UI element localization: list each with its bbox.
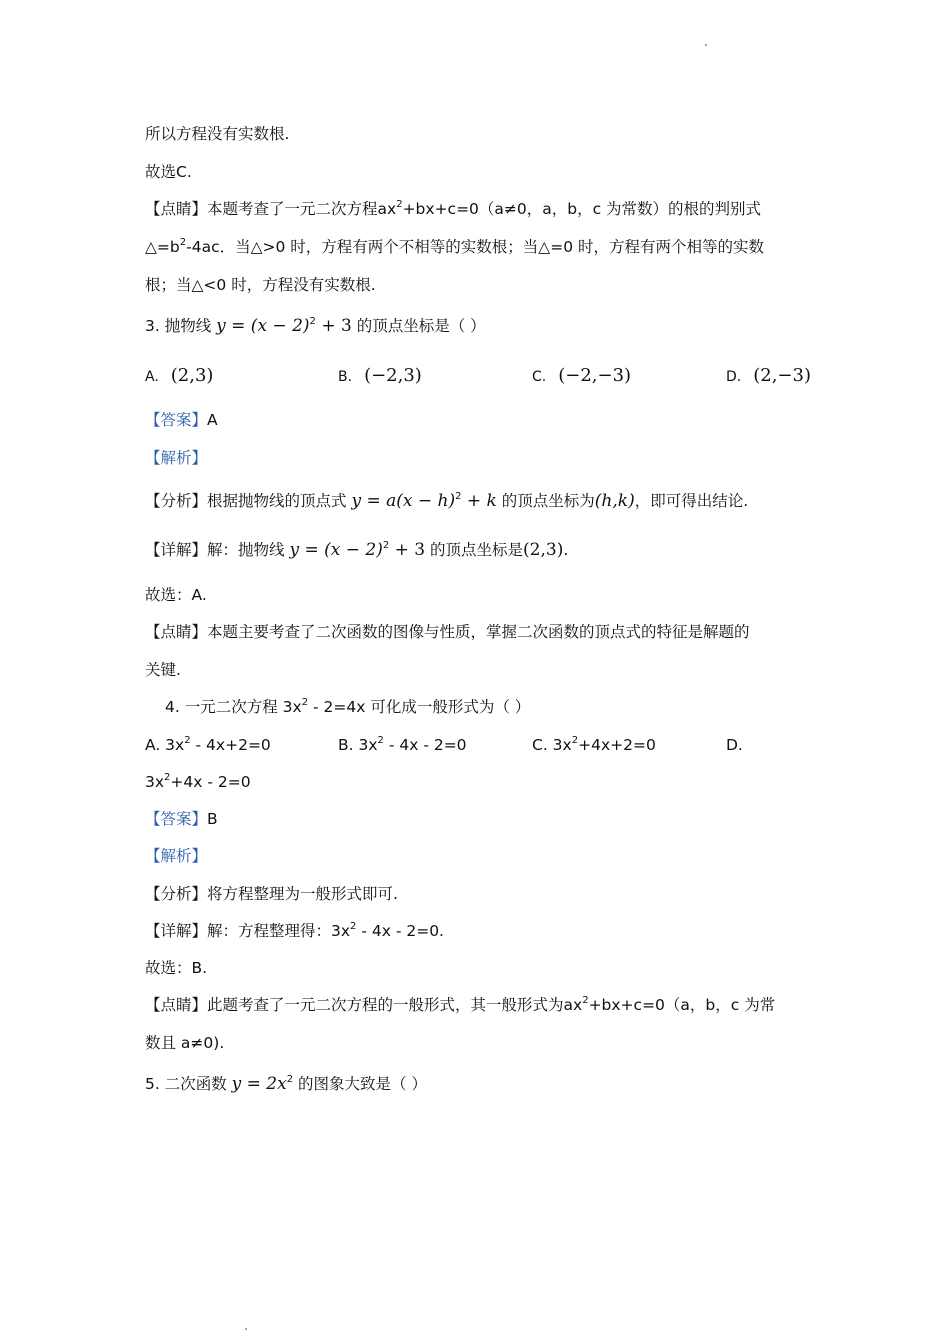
superscript: 2: [286, 1074, 294, 1085]
superscript: 2: [571, 735, 579, 746]
page-mark: [245, 1328, 247, 1330]
question-text: 的顶点坐标是（ ）: [356, 317, 486, 335]
text: 故选：B.: [145, 959, 208, 977]
question-text: 3. 抛物线: [145, 317, 212, 335]
question-4: [165, 697, 530, 717]
fenxi-3: [145, 491, 748, 511]
text: 【详解】解：方程整理得：3x: [145, 922, 351, 940]
text: 的顶点坐标为: [501, 492, 595, 510]
option-b: [338, 366, 422, 387]
option-text: - 4x+2=0: [190, 736, 271, 754]
answer-value: B: [207, 810, 218, 828]
question-3: [145, 316, 486, 336]
section-label: 【解析】: [145, 847, 208, 865]
answer-label: 【答案】: [145, 810, 208, 828]
text: ax: [377, 200, 397, 218]
answer-3: [145, 410, 218, 430]
answer-4: [145, 809, 218, 829]
equation: y = (x − 2): [216, 316, 310, 336]
text: 所以方程没有实数根.: [145, 125, 290, 143]
option-text: C. 3x: [532, 736, 572, 754]
superscript: 2: [350, 921, 357, 932]
text-line: [145, 162, 192, 182]
text-line: [145, 237, 764, 257]
equation: + k: [461, 491, 497, 511]
text: △=b: [145, 238, 180, 256]
text: -4ac．当△>0 时，方程有两个不相等的实数根；当△=0 时，方程有两个相等的实数: [186, 238, 764, 256]
text: ，即可得出结论.: [634, 492, 749, 510]
superscript: 2: [377, 735, 384, 746]
option-value: (−2,3): [364, 365, 422, 386]
xiangjie-4: [145, 921, 444, 941]
text: 故选：A.: [145, 586, 207, 604]
text: .: [563, 541, 569, 559]
superscript: 2: [396, 199, 403, 210]
option-text: 3x: [145, 773, 165, 791]
option-d: [726, 735, 743, 755]
equation: y = (x − 2): [289, 540, 383, 560]
dianjing-line: [145, 199, 761, 219]
option-value: (2,3): [170, 365, 214, 386]
superscript: 2: [179, 237, 187, 248]
option-b: [338, 735, 467, 755]
jiexi-4: [145, 846, 207, 866]
option-a: [145, 735, 271, 755]
option-text: - 4x - 2=0: [383, 736, 467, 754]
answer-label: 【答案】: [145, 411, 208, 429]
jiexi-3: [145, 448, 207, 468]
question-5: [145, 1074, 427, 1094]
text: 【详解】解：抛物线: [145, 541, 285, 559]
text: 故选C.: [145, 163, 192, 181]
equation: + 3: [315, 316, 352, 336]
question-text: 4. 一元二次方程 3x: [165, 698, 302, 716]
option-d: [726, 366, 811, 387]
page-mark: [705, 44, 707, 46]
text-line: [145, 585, 207, 605]
option-label: A.: [145, 369, 159, 385]
xiangjie-3: [145, 540, 568, 560]
question-text: 的图象大致是（ ）: [298, 1075, 427, 1093]
option-a: [145, 366, 213, 387]
equation: y = a(x − h): [351, 491, 456, 511]
text-line: [145, 958, 207, 978]
dianjing-4: [145, 995, 775, 1015]
dianjing-3: [145, 622, 750, 642]
text: +bx+c=0（a，b，c 为常: [588, 996, 776, 1014]
superscript: 2: [582, 995, 589, 1006]
option-label: B.: [338, 369, 353, 385]
text: 【点睛】本题主要考查了二次函数的图像与性质，掌握二次函数的顶点式的特征是解题的: [145, 623, 750, 641]
text: 数且 a≠0).: [145, 1034, 225, 1052]
text: 【点睛】本题考查了一元二次方程: [145, 200, 378, 218]
superscript: 2: [301, 697, 309, 708]
equation: y = 2x: [231, 1074, 287, 1094]
option-text: +4x+2=0: [578, 736, 656, 754]
section-label: 【解析】: [145, 449, 208, 467]
question-text: 5. 二次函数: [145, 1075, 227, 1093]
option-label: D.: [726, 369, 742, 385]
text: 根；当△<0 时，方程没有实数根.: [145, 276, 376, 294]
option-value: (2,−3): [753, 365, 811, 386]
option-c: [532, 735, 656, 755]
text-line: [145, 660, 181, 680]
text: 【点睛】此题考查了一元二次方程的一般形式，其一般形式为: [145, 996, 564, 1014]
answer-value: A: [207, 411, 218, 429]
option-value: (−2,−3): [558, 365, 632, 386]
text-line: [145, 1033, 224, 1053]
superscript: 2: [455, 491, 462, 502]
text: - 4x - 2=0.: [356, 922, 444, 940]
question-text: - 2=4x 可化成一般形式为（ ）: [308, 698, 531, 716]
superscript: 2: [382, 540, 390, 551]
text: 【分析】将方程整理为一般形式即可.: [145, 885, 398, 903]
text: +bx+c=0（a≠0，a，b，c 为常数）的根的判别式: [402, 200, 762, 218]
text: 的顶点坐标是: [430, 541, 524, 559]
text-line: [145, 275, 376, 295]
option-label: D.: [726, 736, 743, 754]
equation: + 3: [389, 540, 426, 560]
option-label: C.: [532, 369, 547, 385]
option-text: +4x - 2=0: [170, 773, 251, 791]
text-line: [145, 124, 289, 144]
text: 关键.: [145, 661, 181, 679]
superscript: 2: [164, 772, 171, 783]
superscript: 2: [309, 316, 316, 327]
text: 【分析】根据抛物线的顶点式: [145, 492, 347, 510]
text: ax: [563, 996, 583, 1014]
superscript: 2: [184, 735, 191, 746]
option-text: B. 3x: [338, 736, 378, 754]
fenxi-4: [145, 884, 398, 904]
option-d-value: [145, 772, 251, 792]
equation: (2,3): [523, 540, 564, 560]
option-c: [532, 366, 631, 387]
option-text: A. 3x: [145, 736, 185, 754]
equation: (h,k): [594, 491, 635, 511]
